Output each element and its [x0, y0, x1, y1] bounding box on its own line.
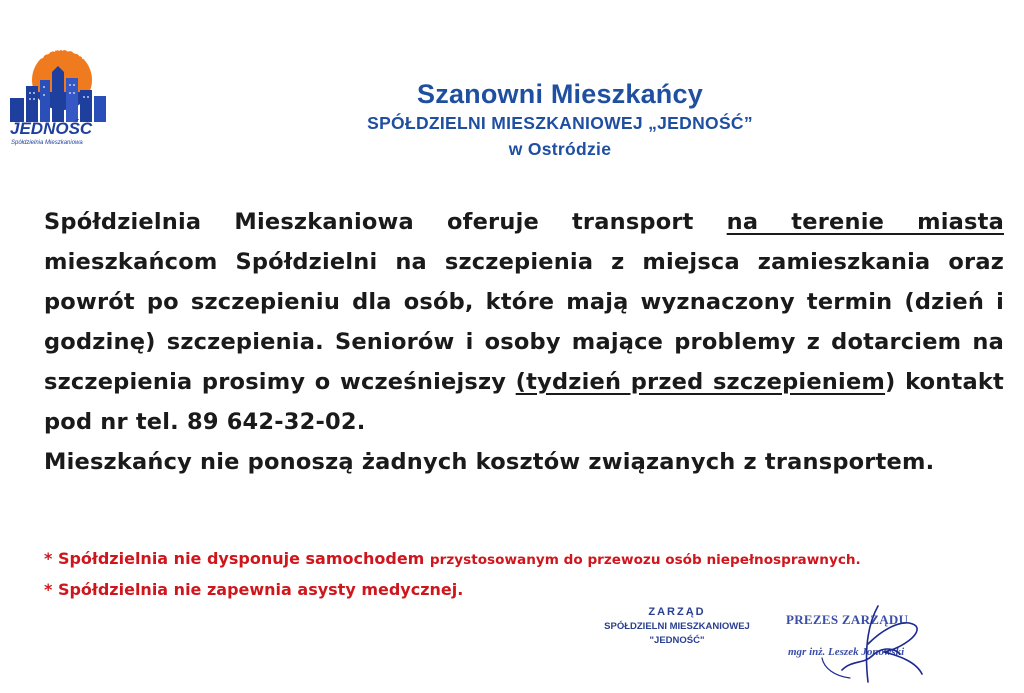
underlined-city-area: na terenie miasta — [726, 209, 1004, 235]
handwritten-signature-icon — [782, 604, 942, 684]
header-location: w Ostródzie — [508, 139, 612, 159]
stamp-line-2: SPÓŁDZIELNI MIESZKANIOWEJ — [604, 621, 750, 632]
footnotes — [44, 544, 1004, 604]
logo-name: JEDNOŚĆ — [10, 119, 93, 138]
stamp-line-1: ZARZĄD — [648, 606, 706, 618]
logo-caption: Spółdzielnia Mieszkaniowa — [11, 140, 83, 146]
signature-title: PREZES ZARZĄDU — [786, 612, 909, 627]
stamp-line-3: "JEDNOŚĆ" — [649, 635, 705, 646]
announcement-paragraph-1: Spółdzielnia Mieszkaniowa oferuje transport na terenie miasta mieszkańcom Spółdzielni na szczepienia z miejsca zamieszkania oraz powrót po szczepieniu dla osób, które mają wyznaczony termin (dzień i godzinę) szczepienia. Seniorów i osoby mające problemy z dotarciem na szczepienia prosimy o wcześniejszy (tydzień przed szczepieniem) kontakt pod nr tel. 89 642-32-02. — [44, 209, 1004, 435]
header-subtitle: SPÓŁDZIELNI MIESZKANIOWEJ „JEDNOŚĆ” — [367, 113, 753, 133]
announcement-paragraph-2: Mieszkańcy nie ponoszą żadnych kosztów związanych z transportem. — [44, 449, 935, 475]
footnote-vehicle: * Spółdzielnia nie dysponuje samochodem przystosowanym do przewozu osób niepełnosprawnych. — [44, 549, 861, 568]
letter-header — [180, 78, 940, 162]
footnote-medical: * Spółdzielnia nie zapewnia asysty medycznej. — [44, 580, 464, 599]
logo-arc-text: OSTRÓDA — [35, 43, 89, 62]
cooperative-logo — [6, 36, 118, 148]
announcement-body — [44, 202, 1004, 482]
signature-name: mgr inż. Leszek Jonowski — [788, 646, 905, 658]
board-stamp — [604, 604, 750, 648]
header-title: Szanowni Mieszkańcy — [417, 79, 703, 109]
president-signature — [782, 604, 942, 684]
logo-emblem-icon — [6, 36, 118, 148]
underlined-week-before: (tydzień przed szczepieniem — [515, 369, 886, 395]
